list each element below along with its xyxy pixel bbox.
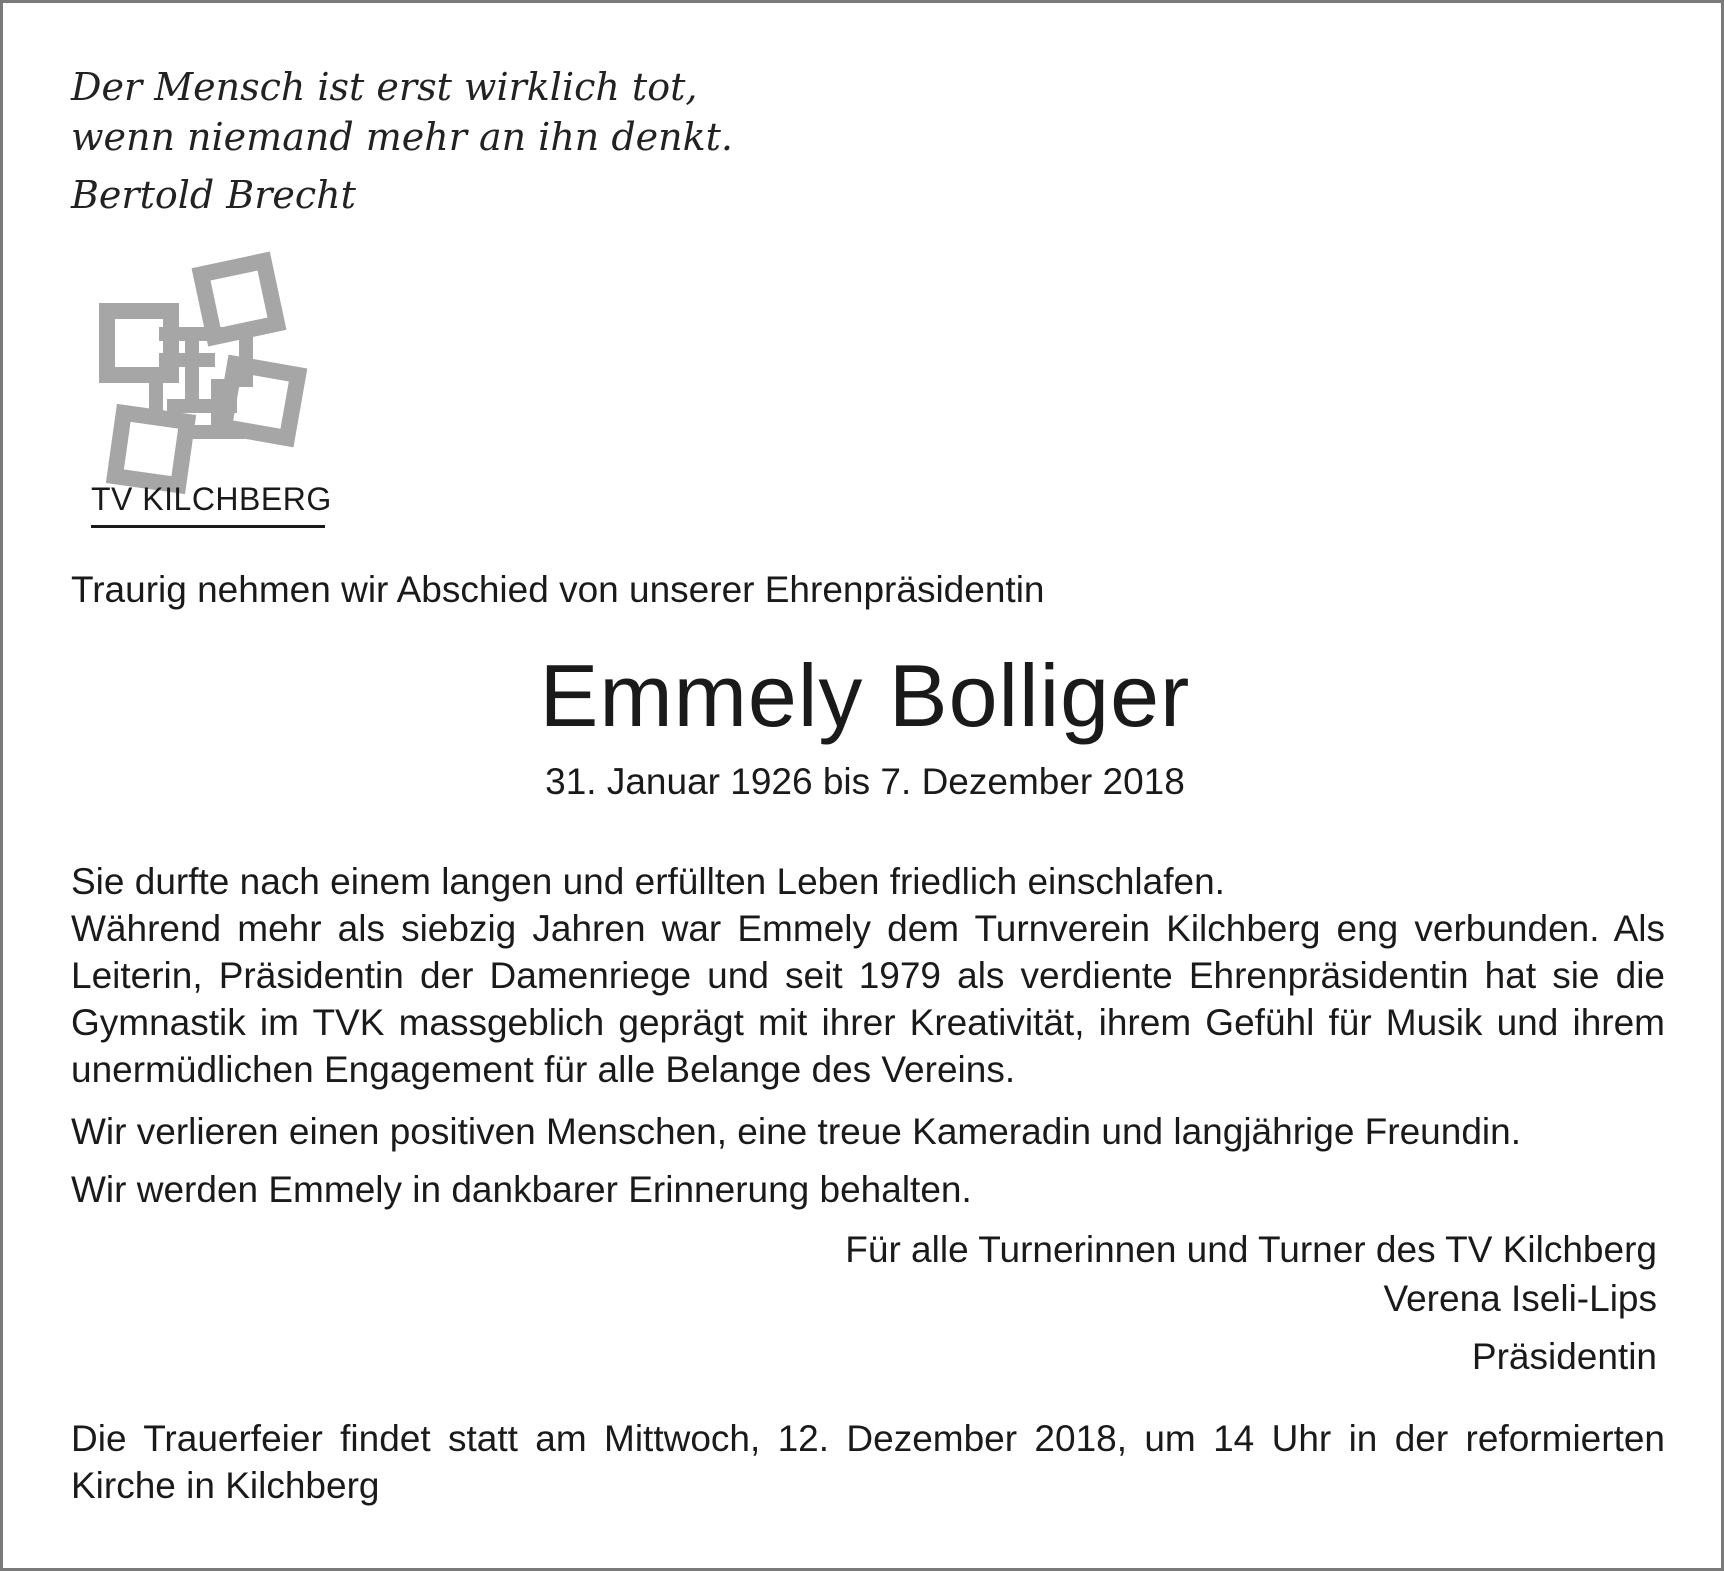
signature-role: Präsidentin [1471, 1336, 1657, 1377]
paragraph-1-body: Während mehr als siebzig Jahren war Emmely dem Turnverein Kilchberg eng verbunden. Als Leiterin, Präsidentin der Damenriege und seit 1979 als verdiente Ehrenpräsidentin hat sie die Gymnastik im TVK massgeblich geprägt mit ihrer Kreativität, ihrem Gefühl für Musik und ihrem unermüdlichen Engagement für alle Belange des Vereins. [71, 908, 1665, 1090]
logo-text: TV KILCHBERG [91, 481, 332, 517]
funeral-notice: Die Trauerfeier findet statt am Mittwoch, 12. Dezember 2018, um 14 Uhr in der reformierten Kirche in Kilchberg [71, 1418, 1665, 1506]
logo-underline [91, 525, 325, 528]
quote-line-2: wenn niemand mehr an ihn denkt. [71, 115, 734, 159]
deceased-dates: 31. Januar 1926 bis 7. Dezember 2018 [545, 761, 1185, 802]
intro-line: Traurig nehmen wir Abschied von unserer Ehrenpräsidentin [71, 569, 1045, 610]
paragraph-1-line-1: Sie durfte nach einem langen und erfüllten Leben friedlich einschlafen. [71, 861, 1225, 902]
signature-for-line: Für alle Turnerinnen und Turner des TV Kilchberg [845, 1229, 1657, 1270]
deceased-name: Emmely Bolliger [539, 646, 1191, 745]
paragraph-2: Wir verlieren einen positiven Menschen, eine treue Kameradin und langjährige Freundin. [71, 1111, 1521, 1152]
paragraph-3: Wir werden Emmely in dankbarer Erinnerung behalten. [71, 1169, 972, 1210]
quote-author: Bertold Brecht [71, 173, 356, 217]
signature-name: Verena Iseli-Lips [1383, 1278, 1657, 1319]
quote-line-1: Der Mensch ist erst wirklich tot, [71, 65, 698, 109]
